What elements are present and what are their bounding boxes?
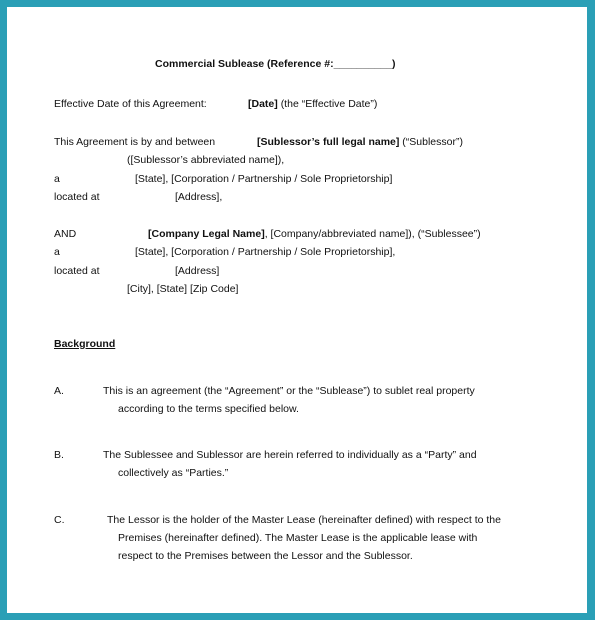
sublessee-rest: , [Company/abbreviated name]), (“Sublessee”) bbox=[264, 228, 481, 240]
sublessee-city-line: [City], [State] [Zip Code] bbox=[127, 283, 239, 295]
item-a-line1: This is an agreement (the “Agreement” or the “Sublease”) to sublet real property bbox=[103, 385, 475, 397]
background-heading: Background bbox=[54, 338, 116, 350]
effective-date-line bbox=[248, 98, 377, 111]
sublessee-located-label: located at bbox=[54, 265, 100, 277]
sublessor-address: [Address], bbox=[175, 191, 223, 203]
item-a-marker: A. bbox=[54, 385, 64, 397]
item-c-line1: The Lessor is the holder of the Master Lease (hereinafter defined) with respect to the bbox=[107, 514, 501, 526]
sublessor-name-line bbox=[257, 136, 463, 149]
effective-date-label: Effective Date of this Agreement: bbox=[54, 98, 207, 110]
sublessor-name-field: [Sublessor’s full legal name] bbox=[257, 136, 400, 148]
sublessor-entity: [State], [Corporation / Partnership / Sole Proprietorship] bbox=[135, 173, 393, 185]
sublessor-abbr: ([Sublessor’s abbreviated name]), bbox=[127, 154, 285, 166]
sublessee-address: [Address] bbox=[175, 265, 220, 277]
effective-date-suffix: (the “Effective Date”) bbox=[280, 98, 378, 110]
item-b-line2: collectively as “Parties.” bbox=[118, 467, 229, 479]
item-a-line2: according to the terms specified below. bbox=[118, 403, 299, 415]
sublessee-a-label: a bbox=[54, 246, 60, 258]
and-label: AND bbox=[54, 228, 77, 240]
item-b-line1: The Sublessee and Sublessor are herein referred to individually as a “Party” and bbox=[103, 449, 477, 461]
sublessor-role: (“Sublessor”) bbox=[402, 136, 463, 148]
item-c-marker: C. bbox=[54, 514, 65, 526]
sublessee-name-field: [Company Legal Name] bbox=[148, 228, 265, 240]
item-c-line2: Premises (hereinafter defined). The Master Lease is the applicable lease with bbox=[118, 532, 478, 544]
sublessee-name-line bbox=[148, 228, 481, 241]
document-page bbox=[7, 7, 587, 613]
sublessor-located-label: located at bbox=[54, 191, 100, 203]
item-c-line3: respect to the Premises between the Lessor and the Sublessor. bbox=[118, 550, 413, 562]
sublessor-a-label: a bbox=[54, 173, 60, 185]
item-b-marker: B. bbox=[54, 449, 64, 461]
effective-date-field: [Date] bbox=[248, 98, 278, 110]
document-title: Commercial Sublease (Reference #:__________) bbox=[155, 58, 396, 70]
sublessor-intro: This Agreement is by and between bbox=[54, 136, 216, 148]
sublessee-entity: [State], [Corporation / Partnership / Sole Proprietorship], bbox=[135, 246, 396, 258]
